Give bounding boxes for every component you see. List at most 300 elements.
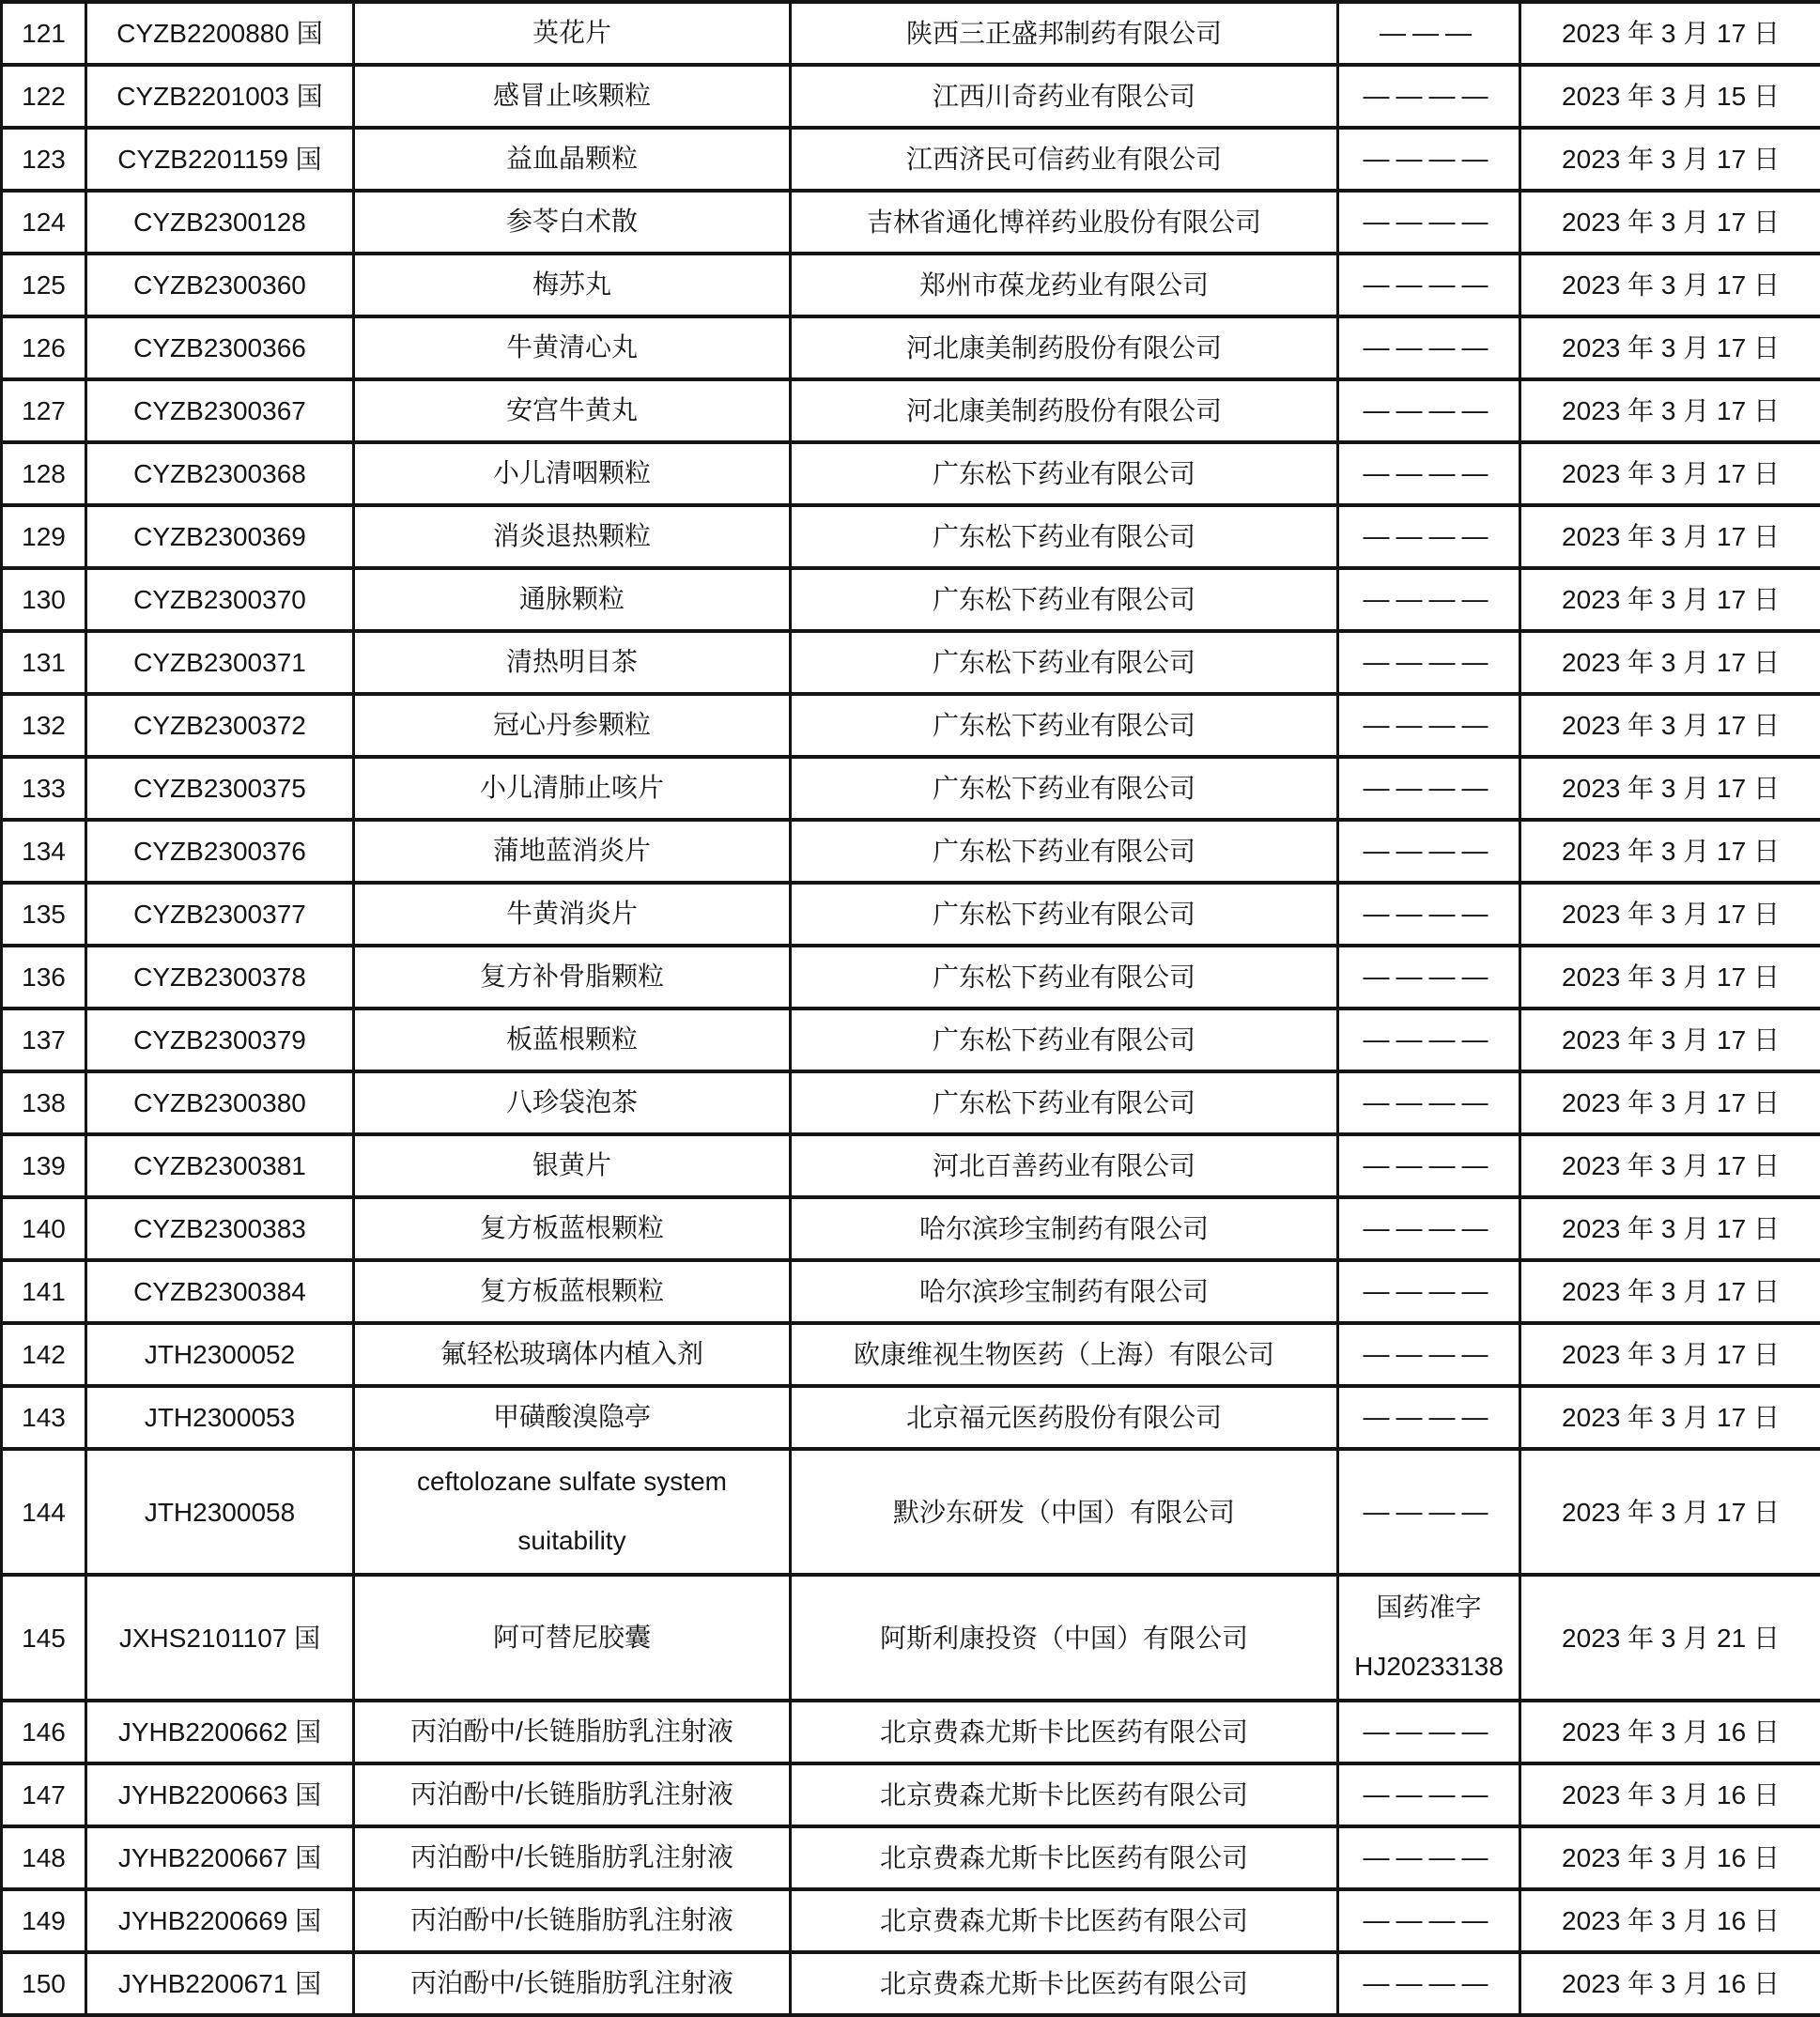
- company-name-cell: 河北百善药业有限公司: [791, 1134, 1338, 1197]
- drug-name-cell-line: 八珍袋泡茶: [359, 1085, 785, 1119]
- acceptance-number-cell: CYZB2300377: [86, 883, 354, 946]
- approval-number-cell-line: ————: [1343, 1966, 1515, 2000]
- acceptance-number-cell: CYZB2300384: [86, 1260, 354, 1323]
- table-row: [2, 128, 1820, 191]
- table-row: [2, 1071, 1820, 1134]
- approval-number-cell-line: ————: [1343, 393, 1515, 427]
- row-number-cell: 139: [2, 1134, 86, 1197]
- approval-number-cell-lines: [1343, 205, 1515, 239]
- table-row: [2, 1763, 1820, 1826]
- approval-number-cell: [1338, 1197, 1520, 1260]
- acceptance-number-cell: CYZB2300369: [86, 505, 354, 568]
- approval-date-cell: 2023 年 3 月 17 日: [1520, 883, 1820, 946]
- approval-number-cell: [1338, 946, 1520, 1008]
- drug-name-cell-lines: [359, 1211, 785, 1245]
- drug-name-cell: [354, 1197, 791, 1260]
- company-name-cell: 欧康维视生物医药（上海）有限公司: [791, 1323, 1338, 1386]
- acceptance-number-cell: CYZB2300128: [86, 191, 354, 254]
- drug-name-cell: [354, 1386, 791, 1449]
- approval-number-cell-line: ————: [1343, 1778, 1515, 1811]
- drug-name-cell-lines: [359, 393, 785, 427]
- acceptance-number-cell: CYZB2300371: [86, 631, 354, 694]
- drug-name-cell-line: 牛黄消炎片: [359, 897, 785, 931]
- approval-number-cell-lines: [1343, 1023, 1515, 1056]
- company-name-cell: 广东松下药业有限公司: [791, 946, 1338, 1008]
- approval-number-cell-lines: [1343, 268, 1515, 301]
- approval-date-cell: 2023 年 3 月 17 日: [1520, 631, 1820, 694]
- drug-name-cell-line: ceftolozane sulfate system: [359, 1465, 785, 1499]
- table-row: [2, 1826, 1820, 1889]
- approval-number-cell-lines: [1343, 16, 1515, 50]
- drug-name-cell-line: 蒲地蓝消炎片: [359, 834, 785, 868]
- approval-number-cell: [1338, 1889, 1520, 1952]
- approval-number-cell-lines: [1343, 519, 1515, 553]
- company-name-cell: 阿斯利康投资（中国）有限公司: [791, 1575, 1338, 1701]
- drug-name-cell: [354, 757, 791, 820]
- drug-name-cell-lines: [359, 1148, 785, 1182]
- approval-number-cell-lines: [1343, 1578, 1515, 1697]
- drug-name-cell-line: 氟轻松玻璃体内植入剂: [359, 1337, 785, 1371]
- approval-date-cell: 2023 年 3 月 16 日: [1520, 1826, 1820, 1889]
- approval-number-cell-lines: [1343, 1274, 1515, 1308]
- acceptance-number-cell: CYZB2300372: [86, 694, 354, 757]
- company-name-cell: 广东松下药业有限公司: [791, 1071, 1338, 1134]
- table-row: [2, 316, 1820, 379]
- drug-name-cell: [354, 254, 791, 316]
- drug-name-cell-lines: [359, 771, 785, 805]
- approval-date-cell: 2023 年 3 月 17 日: [1520, 1449, 1820, 1575]
- table-row: [2, 1575, 1820, 1701]
- row-number-cell: 134: [2, 820, 86, 883]
- drug-name-cell: [354, 2, 791, 65]
- drug-name-cell-line: 清热明目茶: [359, 645, 785, 679]
- company-name-cell: 江西川奇药业有限公司: [791, 65, 1338, 128]
- drug-name-cell-line: 英花片: [359, 16, 785, 50]
- drug-name-cell: [354, 1449, 791, 1575]
- acceptance-number-cell: JXHS2101107 国: [86, 1575, 354, 1701]
- company-name-cell: 广东松下药业有限公司: [791, 568, 1338, 631]
- acceptance-number-cell: JYHB2200667 国: [86, 1826, 354, 1889]
- approval-date-cell: 2023 年 3 月 17 日: [1520, 694, 1820, 757]
- table-row: [2, 191, 1820, 254]
- approval-date-cell: 2023 年 3 月 17 日: [1520, 254, 1820, 316]
- approval-number-cell-line: ————: [1343, 1840, 1515, 1874]
- row-number-cell: 148: [2, 1826, 86, 1889]
- table-row: [2, 568, 1820, 631]
- approval-number-cell-lines: [1343, 708, 1515, 742]
- drug-name-cell-line: 感冒止咳颗粒: [359, 79, 785, 113]
- approval-date-cell: 2023 年 3 月 17 日: [1520, 820, 1820, 883]
- drug-name-cell-line: 小儿清咽颗粒: [359, 456, 785, 490]
- drug-name-cell-line: 丙泊酚中/长链脂肪乳注射液: [359, 1903, 785, 1937]
- row-number-cell: 144: [2, 1449, 86, 1575]
- approval-number-cell: [1338, 379, 1520, 442]
- table-row: [2, 1197, 1820, 1260]
- acceptance-number-cell: CYZB2300368: [86, 442, 354, 505]
- drug-name-cell: [354, 1763, 791, 1826]
- table-row: [2, 1008, 1820, 1071]
- approval-number-cell-line: ————: [1343, 1211, 1515, 1245]
- drug-name-cell-lines: [359, 1274, 785, 1308]
- drug-name-cell: [354, 379, 791, 442]
- company-name-cell: 广东松下药业有限公司: [791, 442, 1338, 505]
- approval-number-cell: [1338, 820, 1520, 883]
- table-row: [2, 1449, 1820, 1575]
- approval-number-cell-lines: [1343, 645, 1515, 679]
- drug-name-cell-lines: [359, 1966, 785, 2000]
- approval-number-cell: [1338, 1260, 1520, 1323]
- company-name-cell: 广东松下药业有限公司: [791, 694, 1338, 757]
- approval-date-cell: 2023 年 3 月 16 日: [1520, 1763, 1820, 1826]
- approval-date-cell: 2023 年 3 月 17 日: [1520, 379, 1820, 442]
- table-row: [2, 1952, 1820, 2015]
- company-name-cell: 北京费森尤斯卡比医药有限公司: [791, 1952, 1338, 2015]
- row-number-cell: 125: [2, 254, 86, 316]
- acceptance-number-cell: CYZB2200880 国: [86, 2, 354, 65]
- row-number-cell: 127: [2, 379, 86, 442]
- approval-number-cell-line: ————: [1343, 1715, 1515, 1748]
- acceptance-number-cell: CYZB2300379: [86, 1008, 354, 1071]
- drug-name-cell-line: suitability: [359, 1524, 785, 1558]
- drug-name-cell-line: 复方补骨脂颗粒: [359, 960, 785, 993]
- acceptance-number-cell: CYZB2300378: [86, 946, 354, 1008]
- drug-name-cell-line: 梅苏丸: [359, 268, 785, 301]
- approval-date-cell: 2023 年 3 月 17 日: [1520, 1134, 1820, 1197]
- row-number-cell: 126: [2, 316, 86, 379]
- approval-date-cell: 2023 年 3 月 17 日: [1520, 1323, 1820, 1386]
- approval-number-cell-lines: [1343, 1840, 1515, 1874]
- drug-name-cell-line: 银黄片: [359, 1148, 785, 1182]
- drug-name-cell-line: 丙泊酚中/长链脂肪乳注射液: [359, 1966, 785, 2000]
- approval-number-cell: [1338, 1952, 1520, 2015]
- approval-number-cell-lines: [1343, 1903, 1515, 1937]
- company-name-cell: 广东松下药业有限公司: [791, 505, 1338, 568]
- row-number-cell: 141: [2, 1260, 86, 1323]
- drug-name-cell-line: 安宫牛黄丸: [359, 393, 785, 427]
- company-name-cell: 陕西三正盛邦制药有限公司: [791, 2, 1338, 65]
- drug-name-cell: [354, 442, 791, 505]
- approval-number-cell: [1338, 442, 1520, 505]
- approval-number-cell-line: ————: [1343, 1085, 1515, 1119]
- acceptance-number-cell: JTH2300053: [86, 1386, 354, 1449]
- approval-number-cell: [1338, 254, 1520, 316]
- company-name-cell: 哈尔滨珍宝制药有限公司: [791, 1197, 1338, 1260]
- drug-name-cell-lines: [359, 960, 785, 993]
- approval-number-cell-line: ————: [1343, 1495, 1515, 1529]
- drug-name-cell: [354, 191, 791, 254]
- drug-name-cell-line: 消炎退热颗粒: [359, 519, 785, 553]
- drug-name-cell-lines: [359, 331, 785, 364]
- approval-number-cell-line: ————: [1343, 771, 1515, 805]
- table-row: [2, 820, 1820, 883]
- approval-number-cell-line: ————: [1343, 456, 1515, 490]
- approval-date-cell: 2023 年 3 月 17 日: [1520, 505, 1820, 568]
- row-number-cell: 143: [2, 1386, 86, 1449]
- acceptance-number-cell: CYZB2300380: [86, 1071, 354, 1134]
- drug-name-cell: [354, 694, 791, 757]
- company-name-cell: 广东松下药业有限公司: [791, 631, 1338, 694]
- acceptance-number-cell: CYZB2201159 国: [86, 128, 354, 191]
- approval-date-cell: 2023 年 3 月 17 日: [1520, 1197, 1820, 1260]
- drug-name-cell-lines: [359, 268, 785, 301]
- row-number-cell: 124: [2, 191, 86, 254]
- drug-name-cell-line: 小儿清肺止咳片: [359, 771, 785, 805]
- table-row: [2, 946, 1820, 1008]
- row-number-cell: 136: [2, 946, 86, 1008]
- drug-name-cell-line: 复方板蓝根颗粒: [359, 1211, 785, 1245]
- approval-number-cell: [1338, 1701, 1520, 1763]
- company-name-cell: 广东松下药业有限公司: [791, 883, 1338, 946]
- approval-date-cell: 2023 年 3 月 17 日: [1520, 1386, 1820, 1449]
- approval-number-cell-line: ————: [1343, 1903, 1515, 1937]
- approval-number-cell-line: ————: [1343, 1337, 1515, 1371]
- approval-number-cell: [1338, 1008, 1520, 1071]
- drug-name-cell: [354, 316, 791, 379]
- drug-name-cell-lines: [359, 834, 785, 868]
- acceptance-number-cell: CYZB2300370: [86, 568, 354, 631]
- approval-number-cell: [1338, 316, 1520, 379]
- approval-number-cell-lines: [1343, 960, 1515, 993]
- drug-name-cell: [354, 505, 791, 568]
- drug-name-cell-line: 益血晶颗粒: [359, 142, 785, 176]
- drug-name-cell: [354, 1134, 791, 1197]
- approval-number-cell-lines: [1343, 79, 1515, 113]
- drug-name-cell-lines: [359, 1778, 785, 1811]
- drug-name-cell: [354, 946, 791, 1008]
- approval-number-cell-line: ————: [1343, 1148, 1515, 1182]
- drug-name-cell: [354, 1952, 791, 2015]
- table-row: [2, 65, 1820, 128]
- drug-name-cell: [354, 1889, 791, 1952]
- approval-number-cell-lines: [1343, 456, 1515, 490]
- company-name-cell: 江西济民可信药业有限公司: [791, 128, 1338, 191]
- acceptance-number-cell: CYZB2300360: [86, 254, 354, 316]
- approval-date-cell: 2023 年 3 月 17 日: [1520, 128, 1820, 191]
- drug-name-cell-lines: [359, 1337, 785, 1371]
- row-number-cell: 130: [2, 568, 86, 631]
- acceptance-number-cell: CYZB2300366: [86, 316, 354, 379]
- drug-name-cell: [354, 65, 791, 128]
- acceptance-number-cell: CYZB2300376: [86, 820, 354, 883]
- approval-number-cell-line: HJ20233138: [1343, 1650, 1515, 1684]
- table-row: [2, 694, 1820, 757]
- acceptance-number-cell: CYZB2300367: [86, 379, 354, 442]
- approval-number-cell: [1338, 694, 1520, 757]
- approval-number-cell-line: ————: [1343, 519, 1515, 553]
- table-row: [2, 254, 1820, 316]
- approval-date-cell: 2023 年 3 月 15 日: [1520, 65, 1820, 128]
- row-number-cell: 132: [2, 694, 86, 757]
- approval-number-cell-lines: [1343, 1778, 1515, 1811]
- row-number-cell: 145: [2, 1575, 86, 1701]
- row-number-cell: 122: [2, 65, 86, 128]
- drug-name-cell-lines: [359, 645, 785, 679]
- drug-name-cell-lines: [359, 1023, 785, 1056]
- approval-number-cell-lines: [1343, 1337, 1515, 1371]
- approval-date-cell: 2023 年 3 月 17 日: [1520, 191, 1820, 254]
- drug-name-cell-line: 阿可替尼胶囊: [359, 1621, 785, 1655]
- table-row: [2, 505, 1820, 568]
- drug-name-cell-lines: [359, 708, 785, 742]
- approval-date-cell: 2023 年 3 月 17 日: [1520, 2, 1820, 65]
- approval-number-cell: [1338, 1071, 1520, 1134]
- acceptance-number-cell: JYHB2200671 国: [86, 1952, 354, 2015]
- approval-number-cell: [1338, 1826, 1520, 1889]
- approval-number-cell-line: ————: [1343, 645, 1515, 679]
- table-row: [2, 631, 1820, 694]
- approval-number-cell-lines: [1343, 1148, 1515, 1182]
- approval-number-cell: [1338, 1386, 1520, 1449]
- row-number-cell: 133: [2, 757, 86, 820]
- company-name-cell: 广东松下药业有限公司: [791, 757, 1338, 820]
- approval-number-cell: [1338, 1323, 1520, 1386]
- row-number-cell: 140: [2, 1197, 86, 1260]
- approval-number-cell-line: ————: [1343, 834, 1515, 868]
- drug-name-cell-lines: [359, 456, 785, 490]
- row-number-cell: 142: [2, 1323, 86, 1386]
- approval-number-cell-lines: [1343, 834, 1515, 868]
- approval-number-cell: [1338, 883, 1520, 946]
- company-name-cell: 北京费森尤斯卡比医药有限公司: [791, 1889, 1338, 1952]
- approval-number-cell-line: ————: [1343, 582, 1515, 616]
- drug-name-cell: [354, 820, 791, 883]
- approval-number-cell-lines: [1343, 1211, 1515, 1245]
- drug-name-cell: [354, 1323, 791, 1386]
- approval-number-cell: [1338, 65, 1520, 128]
- drug-name-cell-line: 参苓白术散: [359, 205, 785, 239]
- drug-name-cell-lines: [359, 897, 785, 931]
- approval-date-cell: 2023 年 3 月 16 日: [1520, 1701, 1820, 1763]
- row-number-cell: 121: [2, 2, 86, 65]
- drug-name-cell: [354, 1071, 791, 1134]
- acceptance-number-cell: CYZB2300381: [86, 1134, 354, 1197]
- approval-number-cell-lines: [1343, 1400, 1515, 1434]
- approval-number-cell-line: ————: [1343, 205, 1515, 239]
- drug-name-cell-lines: [359, 142, 785, 176]
- approval-number-cell-lines: [1343, 771, 1515, 805]
- approval-number-cell-lines: [1343, 1085, 1515, 1119]
- approval-number-cell: [1338, 631, 1520, 694]
- approval-number-cell-lines: [1343, 1715, 1515, 1748]
- drug-name-cell-line: 通脉颗粒: [359, 582, 785, 616]
- drug-name-cell-lines: [359, 1400, 785, 1434]
- approval-number-cell-lines: [1343, 393, 1515, 427]
- acceptance-number-cell: JYHB2200669 国: [86, 1889, 354, 1952]
- drug-name-cell-lines: [359, 16, 785, 50]
- approval-number-cell-line: ————: [1343, 1274, 1515, 1308]
- company-name-cell: 北京费森尤斯卡比医药有限公司: [791, 1826, 1338, 1889]
- drug-name-cell-lines: [359, 1578, 785, 1697]
- approval-number-cell-line: ————: [1343, 960, 1515, 993]
- row-number-cell: 138: [2, 1071, 86, 1134]
- approval-number-cell-line: 国药准字: [1343, 1591, 1515, 1624]
- drug-name-cell-line: 丙泊酚中/长链脂肪乳注射液: [359, 1778, 785, 1811]
- drug-name-cell-lines: [359, 79, 785, 113]
- drug-name-cell-lines: [359, 1903, 785, 1937]
- table-row: [2, 2, 1820, 65]
- approval-date-cell: 2023 年 3 月 17 日: [1520, 316, 1820, 379]
- approval-number-cell: [1338, 505, 1520, 568]
- approval-number-cell-lines: [1343, 142, 1515, 176]
- approval-number-cell: [1338, 1575, 1520, 1701]
- table-row: [2, 379, 1820, 442]
- approval-date-cell: 2023 年 3 月 17 日: [1520, 1071, 1820, 1134]
- company-name-cell: 广东松下药业有限公司: [791, 820, 1338, 883]
- approval-number-cell: [1338, 1763, 1520, 1826]
- approval-number-cell: [1338, 2, 1520, 65]
- table-body: [2, 2, 1820, 2015]
- row-number-cell: 128: [2, 442, 86, 505]
- drug-name-cell: [354, 568, 791, 631]
- table-row: [2, 1323, 1820, 1386]
- drug-name-cell-line: 复方板蓝根颗粒: [359, 1274, 785, 1308]
- drug-name-cell-line: 牛黄清心丸: [359, 331, 785, 364]
- approval-date-cell: 2023 年 3 月 17 日: [1520, 568, 1820, 631]
- acceptance-number-cell: CYZB2300375: [86, 757, 354, 820]
- company-name-cell: 北京费森尤斯卡比医药有限公司: [791, 1763, 1338, 1826]
- table-row: [2, 1701, 1820, 1763]
- table-row: [2, 757, 1820, 820]
- row-number-cell: 129: [2, 505, 86, 568]
- company-name-cell: 河北康美制药股份有限公司: [791, 316, 1338, 379]
- approval-number-cell-lines: [1343, 582, 1515, 616]
- drug-name-cell-lines: [359, 582, 785, 616]
- row-number-cell: 123: [2, 128, 86, 191]
- row-number-cell: 135: [2, 883, 86, 946]
- table-row: [2, 1889, 1820, 1952]
- table-row: [2, 883, 1820, 946]
- company-name-cell: 默沙东研发（中国）有限公司: [791, 1449, 1338, 1575]
- company-name-cell: 广东松下药业有限公司: [791, 1008, 1338, 1071]
- row-number-cell: 146: [2, 1701, 86, 1763]
- approval-date-cell: 2023 年 3 月 17 日: [1520, 946, 1820, 1008]
- company-name-cell: 北京费森尤斯卡比医药有限公司: [791, 1701, 1338, 1763]
- approval-number-cell-line: ————: [1343, 1023, 1515, 1056]
- row-number-cell: 131: [2, 631, 86, 694]
- approval-number-cell-line: ————: [1343, 897, 1515, 931]
- drug-name-cell-lines: [359, 1453, 785, 1571]
- approval-number-cell-lines: [1343, 331, 1515, 364]
- row-number-cell: 150: [2, 1952, 86, 2015]
- acceptance-number-cell: JTH2300052: [86, 1323, 354, 1386]
- row-number-cell: 149: [2, 1889, 86, 1952]
- drug-name-cell: [354, 1575, 791, 1701]
- approval-number-cell-line: ————: [1343, 331, 1515, 364]
- approval-number-cell-lines: [1343, 1966, 1515, 2000]
- drug-name-cell-line: 丙泊酚中/长链脂肪乳注射液: [359, 1715, 785, 1748]
- approval-number-cell-line: ————: [1343, 1400, 1515, 1434]
- drug-name-cell-lines: [359, 1715, 785, 1748]
- drug-name-cell: [354, 128, 791, 191]
- approval-number-cell: [1338, 1134, 1520, 1197]
- approval-number-cell: [1338, 191, 1520, 254]
- company-name-cell: 郑州市葆龙药业有限公司: [791, 254, 1338, 316]
- approval-number-cell-lines: [1343, 1453, 1515, 1571]
- drug-name-cell: [354, 1826, 791, 1889]
- approval-date-cell: 2023 年 3 月 17 日: [1520, 1008, 1820, 1071]
- acceptance-number-cell: JTH2300058: [86, 1449, 354, 1575]
- company-name-cell: 河北康美制药股份有限公司: [791, 379, 1338, 442]
- approval-date-cell: 2023 年 3 月 17 日: [1520, 1260, 1820, 1323]
- approval-date-cell: 2023 年 3 月 16 日: [1520, 1889, 1820, 1952]
- approval-number-cell-lines: [1343, 897, 1515, 931]
- approval-date-cell: 2023 年 3 月 21 日: [1520, 1575, 1820, 1701]
- table-row: [2, 1134, 1820, 1197]
- acceptance-number-cell: CYZB2201003 国: [86, 65, 354, 128]
- approval-number-cell-line: ————: [1343, 79, 1515, 113]
- approval-date-cell: 2023 年 3 月 17 日: [1520, 442, 1820, 505]
- approval-number-cell-line: ————: [1343, 142, 1515, 176]
